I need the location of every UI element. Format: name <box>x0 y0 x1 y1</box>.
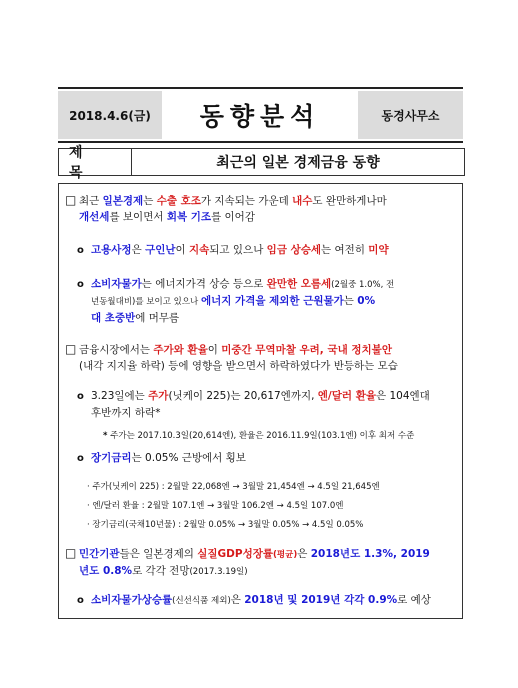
circle-bullet-icon: o <box>77 595 84 606</box>
subject-row <box>58 145 465 181</box>
circle-bullet-icon: o <box>77 391 84 402</box>
report-office: 동경사무소 <box>358 91 463 139</box>
square-bullet-icon: □ <box>65 546 77 560</box>
report-date: 2018.4.6(금) <box>58 91 162 139</box>
square-bullet-icon: □ <box>65 342 77 356</box>
square-bullet-icon: □ <box>65 193 77 207</box>
section-2-paragraph: □ 금융시장에서는 주가와 환율이 미중간 무역마찰 우려, 국내 정치불안 (내각 지지율 하락) 등에 영향을 받으면서 하락하였다가 반등하는 모습 <box>65 342 398 372</box>
section-2-bullet-markets: o 3.23일에는 주가(닛케이 225)는 20,617엔까지, 엔/달러 환율은 104엔대 후반까지 하락* <box>77 390 430 419</box>
list-item-fx: · 엔/달러 환율 : 2월말 107.1엔 → 3월말 106.2엔 → 4.5일 107.0엔 <box>87 501 344 511</box>
report-title: 동향분석 <box>199 102 321 131</box>
subject-label: 제 목 <box>59 149 132 175</box>
dot-bullet-icon: · <box>87 520 90 530</box>
section-3-bullet-cpi: o 소비자물가상승률(신선식품 제외)은 2018년 및 2019년 각각 0.9%로 예상 <box>77 592 461 609</box>
section-2-bullet-rates: o 장기금리는 0.05% 근방에서 횡보 <box>77 450 457 467</box>
section-1-bullet-employment: o 고용사정은 구인난이 지속되고 있으나 임금 상승세는 여전히 미약 <box>77 242 457 259</box>
dot-bullet-icon: · <box>87 482 90 492</box>
list-item-bond: · 장기금리(국채10년물) : 2월말 0.05% → 3월말 0.05% → 4.5일 0.05% <box>87 520 364 530</box>
circle-bullet-icon: o <box>77 279 84 290</box>
content-box <box>58 183 463 619</box>
subject-title: 최근의 일본 경제금융 동향 <box>216 155 380 171</box>
section-3-paragraph: □ 민간기관들은 일본경제의 실질GDP성장률(평균)은 2018년도 1.3%, 2019 년도 0.8%로 각각 전망(2017.3.19일) <box>65 546 430 577</box>
market-data-list <box>87 478 457 535</box>
section-1-paragraph: □ 최근 일본경제는 수출 호조가 지속되는 가운데 내수도 완만하게나마 개선세를 보이면서 회복 기조를 이어감 <box>65 193 387 223</box>
list-item-stock: · 주가(닛케이 225) : 2월말 22,068엔 → 3월말 21,454엔 → 4.5일 21,645엔 <box>87 482 380 492</box>
report-header <box>58 87 463 143</box>
asterisk-icon: * <box>103 431 108 441</box>
circle-bullet-icon: o <box>77 245 84 256</box>
footnote: * 주가는 2017.10.3일(20,614엔), 환율은 2016.11.9일(103.1엔) 이후 최저 수준 <box>103 431 415 441</box>
dot-bullet-icon: · <box>87 501 90 511</box>
section-1-bullet-prices: o 소비자물가는 에너지가격 상승 등으로 완만한 오름세(2월중 1.0%, 전 년동월대비)를 보이고 있으나 에너지 가격을 제외한 근원물가는 0% 대 초중반에 머무름 <box>77 278 395 324</box>
circle-bullet-icon: o <box>77 453 84 464</box>
